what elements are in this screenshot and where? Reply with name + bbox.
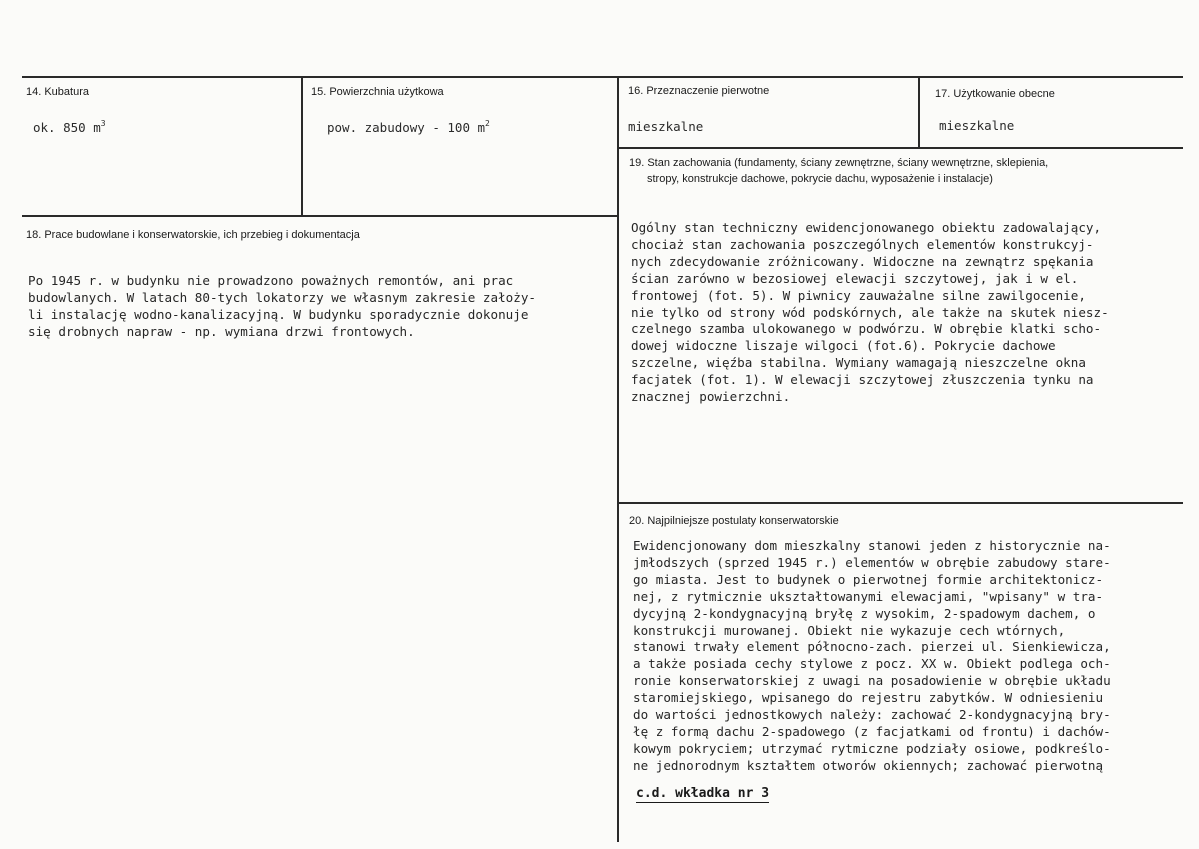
field-14-label: 14. Kubatura xyxy=(26,86,89,98)
field-14-value xyxy=(33,120,106,135)
field-14-value-text: ok. 850 m xyxy=(33,120,101,135)
field-15-value xyxy=(327,120,490,135)
field-15-unit-exponent: 2 xyxy=(485,119,490,128)
field-15-value-text: pow. zabudowy - 100 m xyxy=(327,120,486,135)
col-divider-16-17 xyxy=(918,77,920,148)
field-20-label: 20. Najpilniejsze postulaty konserwatorskie xyxy=(629,515,839,527)
field-17-label: 17. Użytkowanie obecne xyxy=(935,88,1055,100)
field-16-label: 16. Przeznaczenie pierwotne xyxy=(628,85,770,97)
field-16-value: mieszkalne xyxy=(628,119,704,134)
row3-divider-right xyxy=(618,502,1183,504)
col-divider-main xyxy=(617,77,619,842)
top-border xyxy=(22,76,1183,78)
row2-divider-left xyxy=(22,215,618,217)
field-19-text: Ogólny stan techniczny ewidencjonowanego obiektu zadowalający, chociaż stan zachowania poszczególnych elementów konstrukcyj- nych zdecydowanie zróżnicowany. Widoczne na zewnątrz spękania ścian zarówno w bezosiowej elewacji szczytowej, jak i w el. frontowej (fot. 5). W piwnicy zauważalne silne zawilgocenie, nie tylko od strony wód podskórnych, ale także na skutek niesz- czelnego szamba ulokowanego w podwórzu. W obrębie klatki scho- dowej widoczne liszaje wilgoci (fot.6). Pokrycie dachowe szczelne, więźba stabilna. Wymiany wamagają nieszczelne okna facjatek (fot. 1). W elewacji szczytowej złuszczenia tynku na znacznej powierzchni. xyxy=(631,220,1109,405)
field-19-label-line1: 19. Stan zachowania (fundamenty, ściany zewnętrzne, ściany wewnętrzne, sklepienia, xyxy=(629,157,1049,169)
row1-divider-right xyxy=(618,147,1183,149)
field-18-label: 18. Prace budowlane i konserwatorskie, ich przebieg i dokumentacja xyxy=(26,229,360,241)
field-14-unit-exponent: 3 xyxy=(100,119,106,128)
field-18-text: Po 1945 r. w budynku nie prowadzono poważnych remontów, ani prac budowlanych. W latach 80-tych lokatorzy we własnym zakresie założy- li instalację wodno-kanalizacyjną. W budynku sporadycznie dokonuje się drobnych napraw - np. wymiana drzwi frontowych. xyxy=(28,273,536,339)
field-17-value: mieszkalne xyxy=(939,118,1015,133)
continuation-note: c.d. wkładka nr 3 xyxy=(636,786,770,801)
col-divider-14-15 xyxy=(301,77,303,216)
field-20-text: Ewidencjonowany dom mieszkalny stanowi jeden z historycznie na- jmłodszych (sprzed 1945 r.) elementów w obrębie zabudowy stare- go miasta. Jest to budynek o pierwotnej formie architektonicz- nej, z rytmicznie ukształtowanymi elewacjami, "wpisany" w tra- dycyjną 2-kondygnacyjną bryłę z wysokim, 2-spadowym dachem, o konstrukcji murowanej. Obiekt nie wykazuje cech wtórnych, stanowi trwały element północno-zach. pierzei ul. Sienkiewicza, a także posiada cechy stylowe z pocz. XX w. Obiekt podlega och- ronie konserwatorskiej z uwagi na posadowienie w obrębie układu staromiejskiego, wpisanego do rejestru zabytków. W odniesieniu do wartości jednostkowych należy: zachować 2-kondygnacyjną bry- łę z formą dachu 2-spadowego (z facjatkami od frontu) i dachów- kowym pokryciem; utrzymać rytmiczne podziały osiowe, podkreślo- ne jednorodnym kształtem otworów okiennych; zachować pierwotną xyxy=(633,538,1111,773)
field-15-label: 15. Powierzchnia użytkowa xyxy=(311,86,444,98)
field-19-label-line2: stropy, konstrukcje dachowe, pokrycie dachu, wyposażenie i instalacje) xyxy=(647,173,993,185)
